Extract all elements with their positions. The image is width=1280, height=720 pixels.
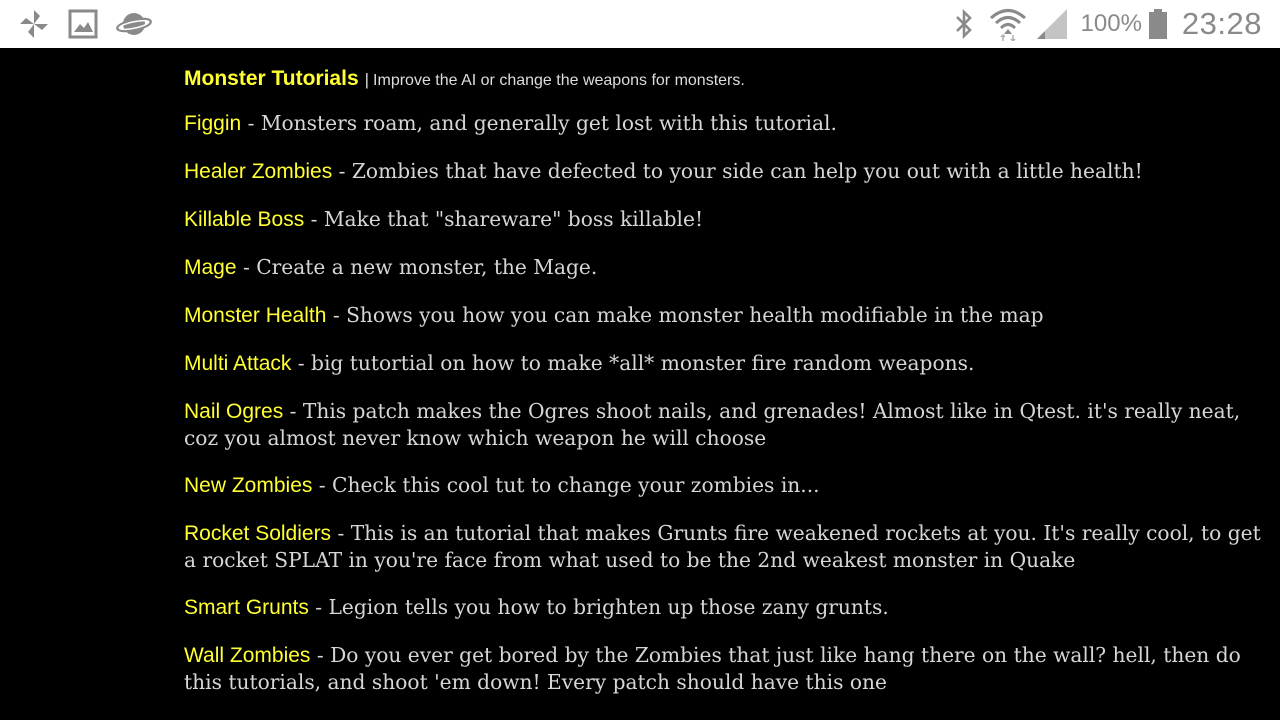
battery-percent: 100% [1080, 10, 1142, 37]
separator-dash: - [331, 521, 351, 545]
tutorial-link-monster-health[interactable]: Monster Health [184, 304, 327, 327]
system-icons [953, 0, 1262, 48]
tutorial-description: This is an tutorial that makes Grunts fire weakened rockets at you. It's really cool, to get a rocket SPLAT in you're face from what used to be the 2nd weakest monster in Quake [184, 521, 1261, 572]
signal-icon [1035, 7, 1069, 41]
list-item [184, 642, 1270, 695]
page-subtitle: Improve the AI or change the weapons for monsters. [373, 72, 745, 89]
planet-icon [116, 9, 152, 39]
header-separator: | [364, 70, 370, 89]
separator-dash: - [241, 111, 261, 135]
tutorial-link-new-zombies[interactable]: New Zombies [184, 474, 313, 497]
tutorial-description: Do you ever get bored by the Zombies that just like hang there on the wall? hell, then do this tutorials, and shoot 'em down! Every patch should have this one [184, 643, 1241, 694]
tutorial-link-wall-zombies[interactable]: Wall Zombies [184, 644, 311, 667]
list-item [184, 302, 1270, 329]
tutorial-description: Create a new monster, the Mage. [256, 255, 598, 279]
tutorial-link-mage[interactable]: Mage [184, 256, 237, 279]
tutorial-description: Shows you how you can make monster health modifiable in the map [346, 303, 1044, 327]
list-item [184, 520, 1270, 573]
list-item [184, 472, 1270, 499]
tutorial-link-rocket-soldiers[interactable]: Rocket Soldiers [184, 522, 332, 545]
tutorial-description: Legion tells you how to brighten up those zany grunts. [328, 595, 889, 619]
tutorial-link-multi-attack[interactable]: Multi Attack [184, 352, 292, 375]
tutorial-description: Zombies that have defected to your side can help you out with a little health! [351, 159, 1143, 183]
tutorial-link-figgin[interactable]: Figgin [184, 112, 242, 135]
page-header [184, 62, 1270, 98]
list-item [184, 158, 1270, 185]
wifi-icon [989, 7, 1027, 41]
page-title: Monster Tutorials [184, 67, 359, 90]
separator-dash: - [310, 643, 331, 667]
tutorial-description: Monsters roam, and generally get lost with this tutorial. [260, 111, 837, 135]
tutorial-link-healer-zombies[interactable]: Healer Zombies [184, 160, 333, 183]
status-bar [0, 0, 1280, 48]
separator-dash: - [308, 595, 329, 619]
battery-icon [1148, 8, 1168, 40]
separator-dash: - [304, 207, 324, 231]
notification-icons [18, 8, 152, 40]
separator-dash: - [283, 399, 303, 423]
bluetooth-icon [953, 8, 975, 40]
gallery-icon [68, 9, 98, 39]
separator-dash: - [236, 255, 257, 279]
separator-dash: - [312, 473, 333, 497]
tutorial-description: Make that "shareware" boss killable! [323, 207, 704, 231]
list-item [184, 206, 1270, 233]
list-item [184, 254, 1270, 281]
tutorial-page [184, 62, 1270, 716]
separator-dash: - [332, 159, 352, 183]
tutorial-link-killable-boss[interactable]: Killable Boss [184, 208, 305, 231]
tutorial-description: big tutortial on how to make *all* monster fire random weapons. [311, 351, 975, 375]
tutorial-description: This patch makes the Ogres shoot nails, and grenades! Almost like in Qtest. it's really neat, coz you almost never know which weapon he will choose [184, 399, 1241, 450]
list-item [184, 398, 1270, 451]
tutorial-link-smart-grunts[interactable]: Smart Grunts [184, 596, 309, 619]
list-item [184, 350, 1270, 377]
list-item [184, 110, 1270, 137]
tutorial-link-nail-ogres[interactable]: Nail Ogres [184, 400, 284, 423]
list-item [184, 594, 1270, 621]
separator-dash: - [291, 351, 312, 375]
tutorial-description: Check this cool tut to change your zombies in... [332, 473, 820, 497]
pinwheel-icon [18, 8, 50, 40]
tutorial-list [184, 110, 1270, 695]
clock: 23:28 [1181, 6, 1262, 41]
separator-dash: - [326, 303, 347, 327]
